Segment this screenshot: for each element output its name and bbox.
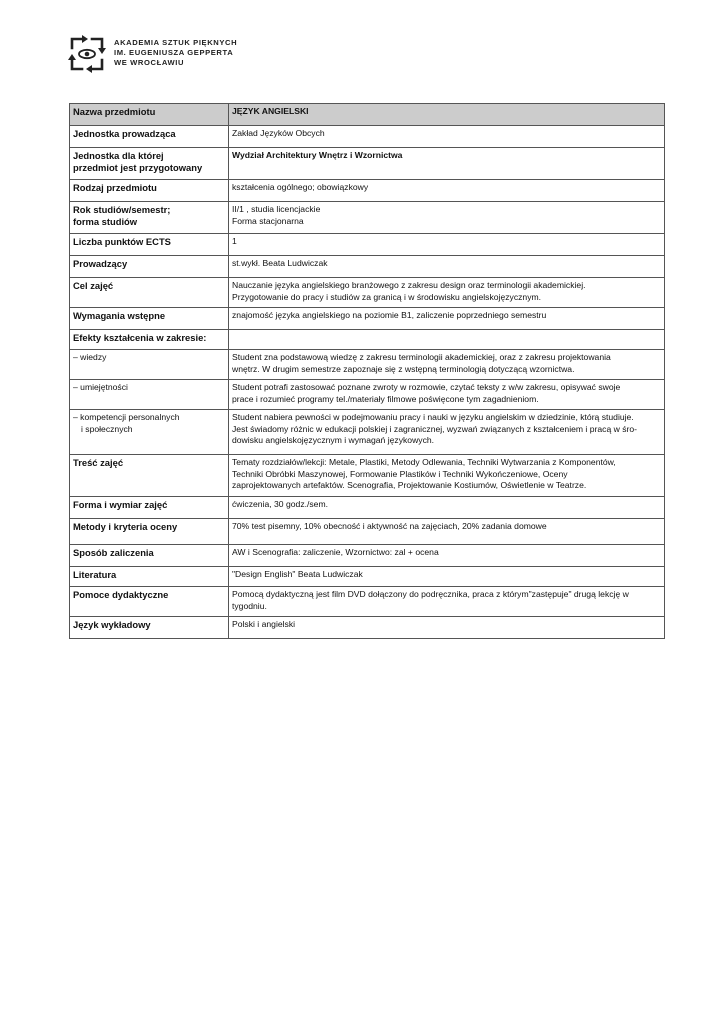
label-nazwa: Nazwa przedmiotu <box>70 104 229 126</box>
academy-name <box>114 38 237 68</box>
value-umiejetnosci-line-2: prace i rozumieć programy tel./materiały filmowe poświęcone tym zagadnieniom. <box>232 393 539 404</box>
value-prowadzacy: st.wykł. Beata Ludwiczak <box>229 256 665 278</box>
value-wiedzy-line-1: Student zna podstawową wiedzę z zakresu terminologii akademickiej, oraz z zakresu projektowania <box>232 352 611 362</box>
row-umiejetnosci <box>70 380 665 410</box>
academy-name-line-3: WE WROCŁAWIU <box>114 58 185 67</box>
label-wymagania: Wymagania wstępne <box>70 308 229 330</box>
label-kompetencje <box>70 410 229 455</box>
row-wiedzy <box>70 350 665 380</box>
value-cel-line-1: Nauczanie języka angielskiego branżowego z zakresu design oraz terminologii akademickiej. <box>232 280 586 290</box>
label-kompetencje-line-1: – kompetencji personalnych <box>73 412 180 422</box>
label-jednostka: Jednostka prowadząca <box>70 126 229 148</box>
row-pomoce <box>70 587 665 617</box>
value-cel-line-2: Przygotowanie do pracy i studiów za granicą i w środowisku angielskojęzycznym. <box>232 291 542 302</box>
value-jezyk: Polski i angielski <box>229 617 665 639</box>
label-pomoce: Pomoce dydaktyczne <box>70 587 229 617</box>
value-dla: Wydział Architektury Wnętrz i Wzornictwa <box>229 148 665 180</box>
label-rok <box>70 202 229 234</box>
label-ects: Liczba punktów ECTS <box>70 234 229 256</box>
value-kompetencje-line-2: Jest świadomy różnic w edukacji polskiej i zagranicznej, wyzwań związanych z kształceniem i pracą w śro- <box>232 423 638 434</box>
label-cel: Cel zajęć <box>70 278 229 308</box>
value-tresc-line-1: Tematy rozdziałów/lekcji: Metale, Plastiki, Metody Odlewania, Techniki Wytwarzania z Komponentów, <box>232 457 616 467</box>
row-ects <box>70 234 665 256</box>
value-kompetencje-line-1: Student nabiera pewności w podejmowaniu pracy i nauki w języku angielskim w dziedzinie, którą studiuje. <box>232 412 634 422</box>
row-nazwa <box>70 104 665 126</box>
label-wiedzy: – wiedzy <box>70 350 229 380</box>
row-rok <box>70 202 665 234</box>
row-forma <box>70 497 665 519</box>
label-forma: Forma i wymiar zajęć <box>70 497 229 519</box>
value-pomoce-line-1: Pomocą dydaktyczną jest film DVD dołączony do podręcznika, praca z którym"zastępuje" drugą lekcję w <box>232 589 629 599</box>
label-dla <box>70 148 229 180</box>
label-sposob: Sposób zaliczenia <box>70 545 229 567</box>
value-wiedzy <box>229 350 665 380</box>
value-tresc-line-3: zaprojektowanych artefaktów. Scenografia, Projektowanie Kostiumów, Oświetlenie w Teatrze. <box>232 480 587 491</box>
value-wiedzy-line-2: wnętrz. W drugim semestrze zapoznaje się z wstępną terminologią dotyczącą wzornictwa. <box>232 363 575 374</box>
row-tresc <box>70 455 665 497</box>
row-kompetencje <box>70 410 665 455</box>
value-rok-line-1: II/1 , studia licencjackie <box>232 204 321 214</box>
value-kompetencje-line-3: dowisku angielskojęzycznym i wymagań językowych. <box>232 435 435 446</box>
value-cel <box>229 278 665 308</box>
row-efekty <box>70 330 665 350</box>
value-kompetencje <box>229 410 665 455</box>
label-efekty: Efekty kształcenia w zakresie: <box>70 330 229 350</box>
value-pomoce-line-2: tygodniu. <box>232 600 267 611</box>
course-info-table <box>69 103 665 639</box>
label-rodzaj: Rodzaj przedmiotu <box>70 180 229 202</box>
row-rodzaj <box>70 180 665 202</box>
value-rok-line-2: Forma stacjonarna <box>232 215 304 226</box>
label-literatura: Literatura <box>70 567 229 587</box>
row-literatura <box>70 567 665 587</box>
row-wymagania <box>70 308 665 330</box>
row-cel <box>70 278 665 308</box>
row-prowadzacy <box>70 256 665 278</box>
value-nazwa: JĘZYK ANGIELSKI <box>229 104 665 126</box>
label-metody: Metody i kryteria oceny <box>70 519 229 545</box>
label-tresc: Treść zajęć <box>70 455 229 497</box>
value-literatura: "Design English" Beata Ludwiczak <box>229 567 665 587</box>
academy-name-line-2: IM. EUGENIUSZA GEPPERTA <box>114 48 234 57</box>
value-umiejetnosci <box>229 380 665 410</box>
label-dla-line-2: przedmiot jest przygotowany <box>73 161 203 173</box>
value-sposob: AW i Scenografia: zaliczenie, Wzornictwo: zal + ocena <box>229 545 665 567</box>
page-header <box>68 34 328 74</box>
label-rok-line-2: forma studiów <box>73 215 138 227</box>
row-jezyk <box>70 617 665 639</box>
label-jezyk: Język wykładowy <box>70 617 229 639</box>
label-umiejetnosci: – umiejętności <box>70 380 229 410</box>
academy-name-line-1: AKADEMIA SZTUK PIĘKNYCH <box>114 38 238 47</box>
value-jednostka: Zakład Języków Obcych <box>229 126 665 148</box>
value-rodzaj: kształcenia ogólnego; obowiązkowy <box>229 180 665 202</box>
value-tresc-line-2: Techniki Obróbki Maszynowej, Formowanie Plastików i Techniki Wykończeniowe, Oceny <box>232 468 568 479</box>
value-ects: 1 <box>229 234 665 256</box>
row-sposob <box>70 545 665 567</box>
value-forma: ćwiczenia, 30 godz./sem. <box>229 497 665 519</box>
label-rok-line-1: Rok studiów/semestr; <box>73 204 171 215</box>
value-metody: 70% test pisemny, 10% obecność i aktywność na zajęciach, 20% zadania domowe <box>229 519 665 545</box>
row-jednostka <box>70 126 665 148</box>
label-kompetencje-line-2: i społecznych <box>81 423 133 434</box>
academy-emblem-icon <box>68 34 106 74</box>
value-rok <box>229 202 665 234</box>
value-pomoce <box>229 587 665 617</box>
label-dla-line-1: Jednostka dla której <box>73 150 164 161</box>
value-efekty <box>229 330 665 350</box>
label-prowadzacy: Prowadzący <box>70 256 229 278</box>
value-umiejetnosci-line-1: Student potrafi zastosować poznane zwroty w rozmowie, czytać teksty z w/w zakresu, opisywać swoje <box>232 382 621 392</box>
row-metody <box>70 519 665 545</box>
value-tresc <box>229 455 665 497</box>
row-dla <box>70 148 665 180</box>
value-wymagania: znajomość języka angielskiego na poziomie B1, zaliczenie poprzedniego semestru <box>229 308 665 330</box>
